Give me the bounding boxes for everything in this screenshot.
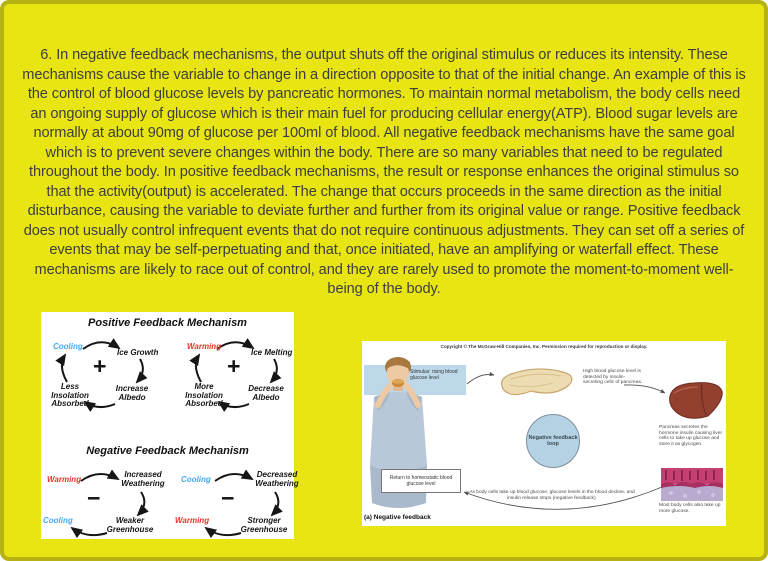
pos-right-sign: + bbox=[227, 353, 241, 379]
pos-right-effect: Ice Melting bbox=[251, 348, 293, 357]
cells-note: Most body cells also take up more glucose. bbox=[659, 503, 721, 514]
decline-note: As body cells take up blood glucose, glucose levels in the blood decline, and insulin release stops (negative feedback). bbox=[469, 490, 635, 501]
neg-right-result: Warming bbox=[175, 516, 210, 525]
neg-right-weathering: Decreased Weathering bbox=[255, 470, 299, 488]
pancreas-note: High blood glucose level is detected by insulin-secreting cells of pancreas. bbox=[583, 369, 643, 386]
neg-right-greenhouse: Stronger Greenhouse bbox=[240, 516, 288, 534]
figure-caption: (a) Negative feedback bbox=[364, 514, 431, 521]
pos-left-sign: + bbox=[93, 353, 107, 379]
pos-right-albedo: Decrease Albedo bbox=[248, 384, 284, 402]
neg-left-result: Cooling bbox=[43, 516, 73, 525]
neg-left-greenhouse: Weaker Greenhouse bbox=[106, 516, 154, 534]
negative-feedback-loop-badge: Negative feedback loop bbox=[526, 414, 580, 468]
climate-feedback-figure bbox=[41, 312, 299, 539]
neg-left-trigger: Warming bbox=[47, 475, 82, 484]
pos-left-insolation: Less Insolation Absorbed bbox=[51, 382, 89, 408]
neg-right-trigger: Cooling bbox=[181, 475, 211, 484]
return-homeostasis-box: Return to homeostatic blood glucose level bbox=[381, 469, 461, 493]
neg-left-sign: − bbox=[87, 485, 101, 511]
glucose-feedback-figure bbox=[362, 341, 726, 526]
pos-right-insolation: More Insolation Absorbed bbox=[185, 382, 223, 408]
pos-left-albedo: Increase Albedo bbox=[115, 384, 149, 402]
pos-right-trigger: Warming bbox=[187, 342, 222, 351]
neg-left-weathering: Increased Weathering bbox=[121, 470, 165, 488]
negative-feedback-title: Negative Feedback Mechanism bbox=[86, 445, 249, 457]
positive-feedback-title: Positive Feedback Mechanism bbox=[88, 317, 247, 329]
pos-left-trigger: Cooling bbox=[53, 342, 83, 351]
neg-right-sign: − bbox=[221, 485, 235, 511]
body-text: 6. In negative feedback mechanisms, the output shuts off the original stimulus or reduces its intensity. These mechanisms cause the variable to change in a direction opposite to that of the initial change. An example of this is the control of blood glucose levels by pancreatic hormones. To maintain normal metabolism, the body cells need an ongoing supply of glucose which is their main fuel for producing cellular energy(ATP). Blood sugar levels are normally at about 90mg of glucose per 100ml of blood. All negative feedback mechanisms have the same goal which is to prevent severe changes within the body. There are so many variables that need to be regulated throughout the body. In positive feedback mechanisms, the result or response enhances the original stimulus so that the activity(output) is accelerated. The change that occurs proceeds in the same direction as the initial disturbance, causing the variable to deviate further and further from its original value or range. Positive feedback does not usually control infrequent events that do not require continuous adjustments. They can set off a series of events that may be self-perpetuating and that, once initiated, have an amplifying or waterfall effect. These mechanisms are likely to race out of control, and they are rarely used to promote the moment-to-moment well-being of the body. bbox=[22, 47, 746, 297]
pos-left-effect: Ice Growth bbox=[117, 348, 159, 357]
stimulus-label: Stimulus: rising blood glucose level bbox=[410, 369, 458, 381]
liver-note: Pancreas secretes the hormone insulin causing liver cells to take up glucose and store it as glycogen. bbox=[659, 425, 723, 447]
copyright-line: Copyright © The McGraw-Hill Companies, Inc. Permission required for reproduction or display. bbox=[440, 344, 648, 349]
